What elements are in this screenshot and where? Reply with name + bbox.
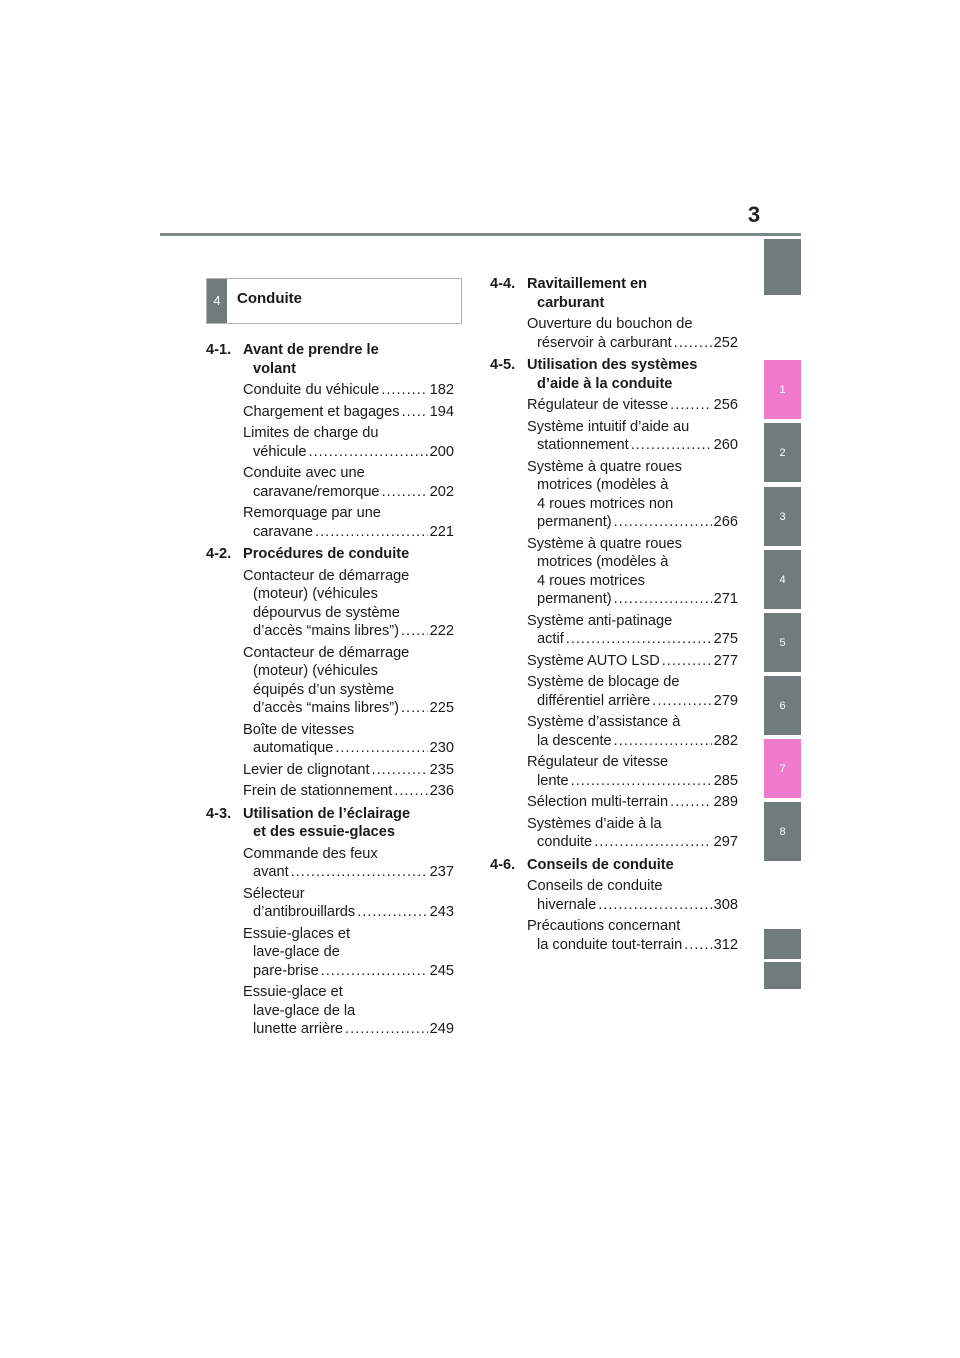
dot-leader xyxy=(372,761,428,780)
toc-chapter xyxy=(490,356,738,852)
toc-entry-text: différentiel arrière xyxy=(537,692,651,709)
toc-page-number: 275 xyxy=(713,631,738,647)
toc-entry-text: stationnement xyxy=(537,437,629,453)
toc-page-number: 243 xyxy=(429,904,454,920)
toc-page-number: 271 xyxy=(713,591,738,607)
toc-entry-text: permanent) xyxy=(537,514,612,530)
toc-entry[interactable] xyxy=(206,504,454,541)
toc-entry-text: caravane xyxy=(253,523,314,540)
toc-entry-text: Système intuitif d’aide au xyxy=(527,418,690,435)
toc-page-number: 230 xyxy=(429,740,454,756)
toc-entry-text: Essuie-glaces et xyxy=(243,925,351,942)
page-number: 3 xyxy=(747,202,761,227)
toc-entry-text: Remorquage par une xyxy=(243,505,381,521)
toc-entry-lastline xyxy=(527,772,738,791)
dot-leader xyxy=(401,622,428,641)
dot-leader xyxy=(674,334,712,353)
dot-leader xyxy=(309,443,428,462)
chapter-number: 4-6. xyxy=(490,856,516,873)
toc-entry-text: actif xyxy=(537,631,564,647)
toc-entry-text: Sélection multi-terrain xyxy=(527,794,669,810)
toc-entry-text: conduite xyxy=(537,834,593,850)
toc-entry-text: (moteur) (véhicules xyxy=(253,586,378,602)
toc-entry-lastline xyxy=(527,692,738,711)
toc-entry-text: Conseils de conduite xyxy=(527,878,663,894)
chapter-tab-8[interactable] xyxy=(764,802,801,861)
toc-entry-lastline xyxy=(243,903,454,922)
toc-entry[interactable] xyxy=(490,396,738,415)
toc-entry-lastline xyxy=(527,652,738,671)
toc-entry-text: Systèmes d’aide à la xyxy=(527,815,662,832)
toc-entry-text: Levier de clignotant xyxy=(243,761,370,778)
section-header xyxy=(206,278,462,324)
toc-page-number: 282 xyxy=(713,732,738,749)
toc-entry-text: permanent) xyxy=(537,591,612,607)
toc-entry[interactable] xyxy=(206,464,454,501)
toc-entry-lastline xyxy=(243,443,454,462)
toc-entry-text: Conduite avec une xyxy=(243,465,365,481)
toc-entry-text: (moteur) (véhicules xyxy=(253,663,378,679)
toc-entry-text: Chargement et bagages xyxy=(243,403,400,420)
toc-page-number: 182 xyxy=(429,382,454,398)
dot-leader xyxy=(402,403,428,422)
toc-page-number: 297 xyxy=(713,834,738,850)
dot-leader xyxy=(381,381,427,400)
toc-entry-lastline xyxy=(527,833,738,852)
toc-chapter xyxy=(206,545,454,801)
toc-chapter-heading[interactable] xyxy=(206,805,454,842)
toc-page-number: 266 xyxy=(713,514,738,530)
toc-entry-text: Ouverture du bouchon de xyxy=(527,316,693,332)
toc-entry-text: lente xyxy=(537,772,569,789)
dot-leader xyxy=(345,1020,428,1039)
toc-entry-lastline xyxy=(243,962,454,981)
toc-entry-text: d’antibrouillards xyxy=(253,904,356,920)
toc-entry-text: lave-glace de xyxy=(253,944,340,960)
toc-entry[interactable] xyxy=(206,567,454,641)
toc-chapter-heading[interactable] xyxy=(206,545,454,564)
toc-entry-lastline xyxy=(527,436,738,455)
toc-entry-lastline xyxy=(527,896,738,915)
toc-entry-lastline xyxy=(527,630,738,649)
toc-chapter xyxy=(490,856,738,955)
chapter-tab-label: 4 xyxy=(779,573,786,586)
section-number: 4 xyxy=(207,279,227,323)
toc-entry[interactable] xyxy=(490,815,738,852)
toc-chapter-heading[interactable] xyxy=(490,356,738,393)
chapter-title-line: et des essuie-glaces xyxy=(253,824,395,840)
toc-entry[interactable] xyxy=(490,673,738,710)
dot-leader xyxy=(670,793,712,812)
toc-entry-lastline xyxy=(527,334,738,353)
chapter-number: 4-3. xyxy=(206,805,232,822)
toc-page-number: 200 xyxy=(429,443,454,460)
toc-entry-text: automatique xyxy=(253,740,334,756)
chapter-title-line: Avant de prendre le xyxy=(243,342,379,358)
chapter-tab-7[interactable] xyxy=(764,739,801,798)
toc-entry[interactable] xyxy=(206,983,454,1039)
toc-entry-text: 4 roues motrices non xyxy=(537,495,674,512)
toc-entry-text: motrices (modèles à xyxy=(537,554,669,570)
dot-leader xyxy=(670,396,711,415)
dot-leader xyxy=(382,483,428,502)
toc-entry-lastline xyxy=(527,590,738,609)
toc-entry-text: lunette arrière xyxy=(253,1021,344,1037)
toc-entry-text: Sélecteur xyxy=(243,885,305,902)
dot-leader xyxy=(614,590,712,609)
toc-entry-lastline xyxy=(243,699,454,718)
toc-page-number: 256 xyxy=(713,397,738,413)
toc-entry-text: Essuie-glace et xyxy=(243,984,343,1000)
toc-entry-lastline xyxy=(527,793,738,812)
chapter-tab-index-b[interactable] xyxy=(764,962,801,989)
toc-chapter xyxy=(490,275,738,352)
toc-entry[interactable] xyxy=(490,612,738,649)
chapter-title xyxy=(243,545,454,564)
toc-entry-text: la conduite tout-terrain xyxy=(537,936,683,953)
toc-entry-text: Limites de charge du xyxy=(243,425,379,441)
toc-entry-text: hivernale xyxy=(537,896,597,913)
chapter-title xyxy=(243,805,454,842)
toc-entry-text: dépourvus de système xyxy=(253,604,400,621)
chapter-number: 4-5. xyxy=(490,357,516,373)
toc-entry[interactable] xyxy=(206,403,454,422)
chapter-title xyxy=(527,356,738,393)
chapter-tab-3[interactable] xyxy=(764,487,801,546)
toc-entry-text: Système d’assistance à xyxy=(527,714,681,730)
toc-entry[interactable] xyxy=(206,761,454,780)
chapter-tab-label: 5 xyxy=(779,636,786,649)
toc-entry-lastline xyxy=(243,622,454,641)
toc-page-number: 249 xyxy=(429,1021,454,1037)
toc-entry-text: lave-glace de la xyxy=(253,1002,356,1019)
toc-page-number: 285 xyxy=(713,772,738,789)
toc-entry-text: Précautions concernant xyxy=(527,918,681,934)
toc-chapter xyxy=(206,805,454,1039)
toc-entry-lastline xyxy=(243,523,454,542)
toc-entry-text: pare-brise xyxy=(253,962,319,979)
toc-page-number: 277 xyxy=(713,652,738,669)
dot-leader xyxy=(684,936,711,955)
toc-entry[interactable] xyxy=(490,917,738,954)
toc-entry-text: avant xyxy=(253,864,289,880)
toc-entry-text: Contacteur de démarrage xyxy=(243,644,410,661)
chapter-tab-label: 2 xyxy=(779,446,786,459)
toc-page-number: 222 xyxy=(429,623,454,639)
chapter-title xyxy=(527,275,738,312)
toc-entry[interactable] xyxy=(490,713,738,750)
toc-page-number: 289 xyxy=(713,794,738,810)
toc-entry-lastline xyxy=(243,782,454,801)
toc-entry[interactable] xyxy=(206,885,454,922)
toc-entry[interactable] xyxy=(206,424,454,461)
toc-entry[interactable] xyxy=(490,535,738,609)
chapter-title-line: d’aide à la conduite xyxy=(537,375,673,392)
toc-page-number: 279 xyxy=(713,692,738,709)
chapter-tab-1[interactable] xyxy=(764,360,801,419)
toc-entry-text: Contacteur de démarrage xyxy=(243,567,410,584)
chapter-tab-2[interactable] xyxy=(764,423,801,482)
toc-entry-text: Système à quatre roues xyxy=(527,535,682,552)
toc-entry-text: Système AUTO LSD xyxy=(527,652,660,669)
toc-entry-lastline xyxy=(527,396,738,415)
toc-entry-text: la descente xyxy=(537,732,612,749)
toc-entry[interactable] xyxy=(490,753,738,790)
toc-page-number: 260 xyxy=(713,437,738,453)
chapter-title-line: Utilisation des systèmes xyxy=(527,357,698,373)
dot-leader xyxy=(652,692,711,711)
header-rule xyxy=(160,233,801,236)
toc-page-number: 237 xyxy=(429,864,454,880)
chapter-title-line: Utilisation de l’éclairage xyxy=(243,805,411,822)
chapter-tab-6[interactable] xyxy=(764,676,801,735)
chapter-title-line: Procédures de conduite xyxy=(243,546,410,562)
dot-leader xyxy=(631,436,712,455)
toc-entry[interactable] xyxy=(206,644,454,718)
chapter-tab-contents[interactable] xyxy=(764,239,801,295)
toc-chapter-heading[interactable] xyxy=(490,856,738,875)
toc-entry[interactable] xyxy=(206,381,454,400)
toc-entry-lastline xyxy=(243,863,454,882)
toc-chapter-heading[interactable] xyxy=(206,341,454,378)
toc-entry-text: réservoir à carburant xyxy=(537,334,672,351)
toc-page-number: 202 xyxy=(429,483,454,500)
chapter-tab-label: 1 xyxy=(779,383,786,396)
toc-chapter xyxy=(206,341,454,541)
toc-chapter-heading[interactable] xyxy=(490,275,738,312)
dot-leader xyxy=(614,732,712,751)
chapter-title-line: Conseils de conduite xyxy=(527,856,674,873)
chapter-title xyxy=(527,856,738,875)
toc-page-number: 194 xyxy=(429,403,454,420)
toc-page-number: 235 xyxy=(429,761,454,778)
toc-entry-lastline xyxy=(243,381,454,400)
toc-page-number: 312 xyxy=(713,936,738,953)
toc-entry[interactable] xyxy=(206,782,454,801)
toc-page-number: 252 xyxy=(713,334,738,351)
toc-entry-lastline xyxy=(527,732,738,751)
section-title: Conduite xyxy=(237,290,302,307)
chapter-tab-label: 8 xyxy=(779,825,786,838)
dot-leader xyxy=(315,523,428,542)
toc-entry-lastline xyxy=(243,761,454,780)
dot-leader xyxy=(598,896,711,915)
toc-entry[interactable] xyxy=(490,652,738,671)
toc-entry[interactable] xyxy=(490,418,738,455)
toc-entry[interactable] xyxy=(206,925,454,981)
toc-entry-text: Boîte de vitesses xyxy=(243,721,355,738)
toc-entry[interactable] xyxy=(206,721,454,758)
toc-left-column xyxy=(206,341,454,1043)
toc-entry-text: motrices (modèles à xyxy=(537,477,669,493)
chapter-title-line: volant xyxy=(253,360,296,377)
dot-leader xyxy=(321,962,428,981)
chapter-tab-4[interactable] xyxy=(764,550,801,609)
toc-entry-text: d’accès “mains libres”) xyxy=(253,623,399,639)
toc-page-number: 308 xyxy=(713,896,738,913)
toc-page-number: 225 xyxy=(429,700,454,716)
chapter-tab-index-a[interactable] xyxy=(764,929,801,959)
toc-entry-text: Régulateur de vitesse xyxy=(527,397,669,413)
dot-leader xyxy=(614,513,712,532)
toc-entry[interactable] xyxy=(206,845,454,882)
toc-page-number: 221 xyxy=(429,523,454,540)
toc-entry[interactable] xyxy=(490,877,738,914)
dot-leader xyxy=(594,833,711,852)
toc-entry-lastline xyxy=(243,483,454,502)
dot-leader xyxy=(401,699,428,718)
toc-entry[interactable] xyxy=(490,458,738,532)
toc-page-number: 245 xyxy=(429,962,454,979)
dot-leader xyxy=(394,782,427,801)
toc-entry-text: Système anti-patinage xyxy=(527,612,673,629)
toc-entry-lastline xyxy=(527,936,738,955)
toc-entry-text: d’accès “mains libres”) xyxy=(253,700,399,716)
toc-entry-text: Conduite du véhicule xyxy=(243,382,380,398)
toc-entry-text: équipés d’un système xyxy=(253,681,395,698)
chapter-tab-label: 7 xyxy=(779,762,786,775)
dot-leader xyxy=(571,772,712,791)
toc-entry-text: Système à quatre roues xyxy=(527,458,682,475)
chapter-title-line: Ravitaillement en xyxy=(527,276,648,292)
toc-entry-lastline xyxy=(243,403,454,422)
toc-page-number: 236 xyxy=(429,783,454,799)
toc-entry[interactable] xyxy=(490,793,738,812)
dot-leader xyxy=(566,630,712,649)
dot-leader xyxy=(335,739,427,758)
chapter-number: 4-4. xyxy=(490,276,516,292)
toc-entry-text: Régulateur de vitesse xyxy=(527,754,669,770)
chapter-tab-5[interactable] xyxy=(764,613,801,672)
dot-leader xyxy=(357,903,427,922)
toc-entry-text: Système de blocage de xyxy=(527,674,680,690)
chapter-title-line: carburant xyxy=(537,294,605,311)
dot-leader xyxy=(662,652,712,671)
chapter-tab-label: 3 xyxy=(779,510,786,523)
dot-leader xyxy=(291,863,428,882)
chapter-number: 4-2. xyxy=(206,546,232,562)
toc-entry-lastline xyxy=(243,1020,454,1039)
toc-right-column xyxy=(490,275,738,958)
chapter-title xyxy=(243,341,454,378)
toc-entry-text: véhicule xyxy=(253,443,307,460)
toc-entry-text: caravane/remorque xyxy=(253,483,380,500)
toc-entry-text: 4 roues motrices xyxy=(537,572,645,589)
chapter-tab-label: 6 xyxy=(779,699,786,712)
toc-entry-text: Commande des feux xyxy=(243,845,378,862)
toc-entry-text: Frein de stationnement xyxy=(243,783,393,799)
chapter-number: 4-1. xyxy=(206,342,232,358)
toc-entry-lastline xyxy=(527,513,738,532)
toc-entry[interactable] xyxy=(490,315,738,352)
toc-entry-lastline xyxy=(243,739,454,758)
